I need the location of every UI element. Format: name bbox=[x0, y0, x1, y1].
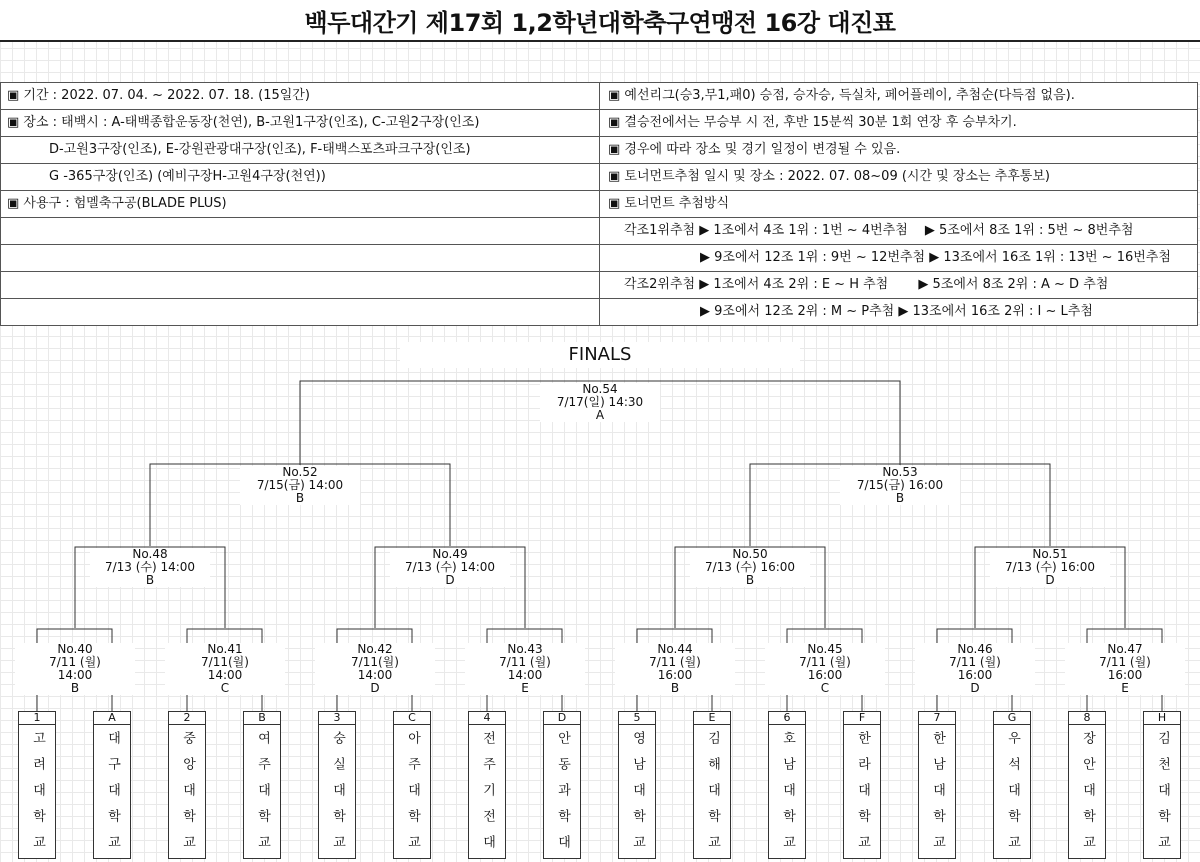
info-change-notice: ▣ 경우에 따라 장소 및 경기 일정이 변경될 수 있음. bbox=[600, 137, 1198, 164]
match-label-quarterfinal bbox=[390, 548, 510, 587]
team-name: 아주대학교 bbox=[405, 731, 420, 861]
team-slot: 2 bbox=[169, 712, 205, 725]
team-box bbox=[618, 711, 656, 859]
match-date: 7/15(금) 16:00 bbox=[856, 478, 944, 492]
match-date: 7/13 (수) 16:00 bbox=[704, 560, 796, 574]
match-venue: B bbox=[895, 491, 905, 505]
team-box bbox=[18, 711, 56, 859]
team-name: 숭실대학교 bbox=[330, 731, 345, 861]
team-name: 대구대학교 bbox=[105, 731, 120, 861]
match-number: No.48 bbox=[132, 547, 168, 561]
team-name: 호남대학교 bbox=[780, 731, 795, 861]
team-box bbox=[318, 711, 356, 859]
info-draw-method: ▣ 토너먼트 추첨방식 bbox=[600, 191, 1198, 218]
team-slot: 6 bbox=[769, 712, 805, 725]
match-number: No.45 bbox=[807, 642, 843, 656]
match-venue: D bbox=[445, 573, 455, 587]
info-venue: ▣ 장소 : 태백시 : A-태백종합운동장(천연), B-고원1구장(인조), C-고원2구장(인조) bbox=[1, 110, 599, 137]
match-date: 7/17(일) 14:30 bbox=[556, 395, 644, 409]
team-slot: E bbox=[694, 712, 730, 725]
info-draw-second-b: ▶ 9조에서 12조 2위 : M ~ P추첨 ▶ 13조에서 16조 2위 : I ~ L추첨 bbox=[700, 304, 1093, 319]
match-date: 7/11 (월) bbox=[799, 655, 851, 669]
team-slot: D bbox=[544, 712, 580, 725]
team-box bbox=[168, 711, 206, 859]
team-box bbox=[243, 711, 281, 859]
match-date: 7/11 (월) bbox=[949, 655, 1001, 669]
info-draw-second-a: 각조2위추첨 ▶ 1조에서 4조 2위 : E ~ H 추첨 ▶ 5조에서 8조 2위 : A ~ D 추첨 bbox=[600, 272, 1198, 299]
team-slot: B bbox=[244, 712, 280, 725]
match-venue: D bbox=[970, 681, 980, 695]
team-name: 영남대학교 bbox=[630, 731, 645, 861]
team-slot: H bbox=[1144, 712, 1180, 725]
team-slot: 3 bbox=[319, 712, 355, 725]
match-number: No.53 bbox=[882, 465, 918, 479]
match-number: No.43 bbox=[507, 642, 543, 656]
team-slot: 1 bbox=[19, 712, 55, 725]
team-box bbox=[393, 711, 431, 859]
team-box bbox=[1068, 711, 1106, 859]
team-name: 고려대학교 bbox=[30, 731, 45, 861]
team-slot: 4 bbox=[469, 712, 505, 725]
match-label-final bbox=[540, 383, 660, 422]
finals-label: FINALS bbox=[400, 342, 800, 368]
info-final-rule: ▣ 결승전에서는 무승부 시 전, 후반 15분씩 30분 1회 연장 후 승부차기. bbox=[600, 110, 1198, 137]
match-label-quarterfinal bbox=[990, 548, 1110, 587]
team-name: 중앙대학교 bbox=[180, 731, 195, 861]
team-slot: 7 bbox=[919, 712, 955, 725]
match-venue: C bbox=[220, 681, 230, 695]
match-number: No.54 bbox=[582, 382, 618, 396]
match-label-quarterfinal bbox=[690, 548, 810, 587]
info-draw-date: ▣ 토너먼트추첨 일시 및 장소 : 2022. 07. 08~09 (시간 및 장소는 추후통보) bbox=[600, 164, 1198, 191]
match-number: No.52 bbox=[282, 465, 318, 479]
match-label-semifinal bbox=[240, 466, 360, 505]
match-number: No.47 bbox=[1107, 642, 1143, 656]
match-number: No.44 bbox=[657, 642, 693, 656]
match-number: No.50 bbox=[732, 547, 768, 561]
team-box bbox=[768, 711, 806, 859]
team-slot: F bbox=[844, 712, 880, 725]
team-box bbox=[543, 711, 581, 859]
match-number: No.40 bbox=[57, 642, 93, 656]
match-date: 7/11 (월) bbox=[649, 655, 701, 669]
team-name: 전주기전대 bbox=[480, 731, 495, 861]
match-number: No.51 bbox=[1032, 547, 1068, 561]
info-ball: ▣ 사용구 : 험멜축구공(BLADE PLUS) bbox=[1, 191, 599, 218]
match-number: No.49 bbox=[432, 547, 468, 561]
match-venue: D bbox=[1045, 573, 1055, 587]
match-time: 14:00 bbox=[357, 668, 393, 682]
team-slot: G bbox=[994, 712, 1030, 725]
team-slot: 5 bbox=[619, 712, 655, 725]
match-date: 7/15(금) 14:00 bbox=[256, 478, 344, 492]
match-date: 7/11 (월) bbox=[1099, 655, 1151, 669]
match-date: 7/11 (월) bbox=[499, 655, 551, 669]
team-name: 장안대학교 bbox=[1080, 731, 1095, 861]
page-title: 백두대간기 제17회 1,2학년대학축구연맹전 16강 대진표 bbox=[0, 0, 1200, 42]
info-draw-first-a: 각조1위추첨 ▶ 1조에서 4조 1위 : 1번 ~ 4번추첨 ▶ 5조에서 8조 1위 : 5번 ~ 8번추첨 bbox=[600, 218, 1198, 245]
match-number: No.42 bbox=[357, 642, 393, 656]
team-name: 한남대학교 bbox=[930, 731, 945, 861]
team-box bbox=[843, 711, 881, 859]
match-time: 16:00 bbox=[1107, 668, 1143, 682]
match-number: No.46 bbox=[957, 642, 993, 656]
match-venue: E bbox=[521, 681, 529, 695]
team-slot: C bbox=[394, 712, 430, 725]
info-venue-cont-2: G -365구장(인조) (예비구장H-고원4구장(천연)) bbox=[1, 164, 599, 191]
match-label-round16 bbox=[615, 643, 735, 695]
match-label-quarterfinal bbox=[90, 548, 210, 587]
match-label-semifinal bbox=[840, 466, 960, 505]
match-time: 16:00 bbox=[957, 668, 993, 682]
team-box bbox=[93, 711, 131, 859]
match-venue: B bbox=[70, 681, 80, 695]
team-slot: 8 bbox=[1069, 712, 1105, 725]
match-venue: B bbox=[745, 573, 755, 587]
match-date: 7/13 (수) 16:00 bbox=[1004, 560, 1096, 574]
team-slot: A bbox=[94, 712, 130, 725]
info-period: ▣ 기간 : 2022. 07. 04. ~ 2022. 07. 18. (15일간) bbox=[1, 83, 599, 110]
team-box bbox=[918, 711, 956, 859]
match-number: No.41 bbox=[207, 642, 243, 656]
team-box bbox=[993, 711, 1031, 859]
info-league-rule: ▣ 예선리그(승3,무1,패0) 승점, 승자승, 득실차, 페어플레이, 추첨순(다득점 없음). bbox=[600, 83, 1198, 110]
match-date: 7/11(월) bbox=[351, 655, 399, 669]
match-date: 7/11 (월) bbox=[49, 655, 101, 669]
team-name: 한라대학교 bbox=[855, 731, 870, 861]
match-label-round16 bbox=[1065, 643, 1185, 695]
team-name: 김천대학교 bbox=[1155, 731, 1170, 861]
match-venue: A bbox=[595, 408, 605, 422]
match-label-round16 bbox=[165, 643, 285, 695]
match-date: 7/13 (수) 14:00 bbox=[404, 560, 496, 574]
match-venue: E bbox=[1121, 681, 1129, 695]
match-label-round16 bbox=[465, 643, 585, 695]
team-name: 김해대학교 bbox=[705, 731, 720, 861]
match-label-round16 bbox=[15, 643, 135, 695]
match-venue: C bbox=[820, 681, 830, 695]
match-time: 14:00 bbox=[207, 668, 243, 682]
match-time: 16:00 bbox=[657, 668, 693, 682]
match-venue: B bbox=[295, 491, 305, 505]
match-label-round16 bbox=[315, 643, 435, 695]
match-venue: D bbox=[370, 681, 380, 695]
match-venue: B bbox=[145, 573, 155, 587]
match-time: 14:00 bbox=[57, 668, 93, 682]
team-box bbox=[468, 711, 506, 859]
team-name: 여주대학교 bbox=[255, 731, 270, 861]
match-time: 14:00 bbox=[507, 668, 543, 682]
match-date: 7/11(월) bbox=[201, 655, 249, 669]
match-date: 7/13 (수) 14:00 bbox=[104, 560, 196, 574]
team-box bbox=[1143, 711, 1181, 859]
match-label-round16 bbox=[915, 643, 1035, 695]
match-venue: B bbox=[670, 681, 680, 695]
match-label-round16 bbox=[765, 643, 885, 695]
team-box bbox=[693, 711, 731, 859]
info-draw-first-b: ▶ 9조에서 12조 1위 : 9번 ~ 12번추첨 ▶ 13조에서 16조 1위 : 13번 ~ 16번추첨 bbox=[600, 245, 1198, 272]
match-time: 16:00 bbox=[807, 668, 843, 682]
team-name: 안동과학대 bbox=[555, 731, 570, 861]
info-venue-cont-1: D-고원3구장(인조), E-강원관광대구장(인조), F-태백스포츠파크구장(인조) bbox=[1, 137, 599, 164]
team-name: 우석대학교 bbox=[1005, 731, 1020, 861]
